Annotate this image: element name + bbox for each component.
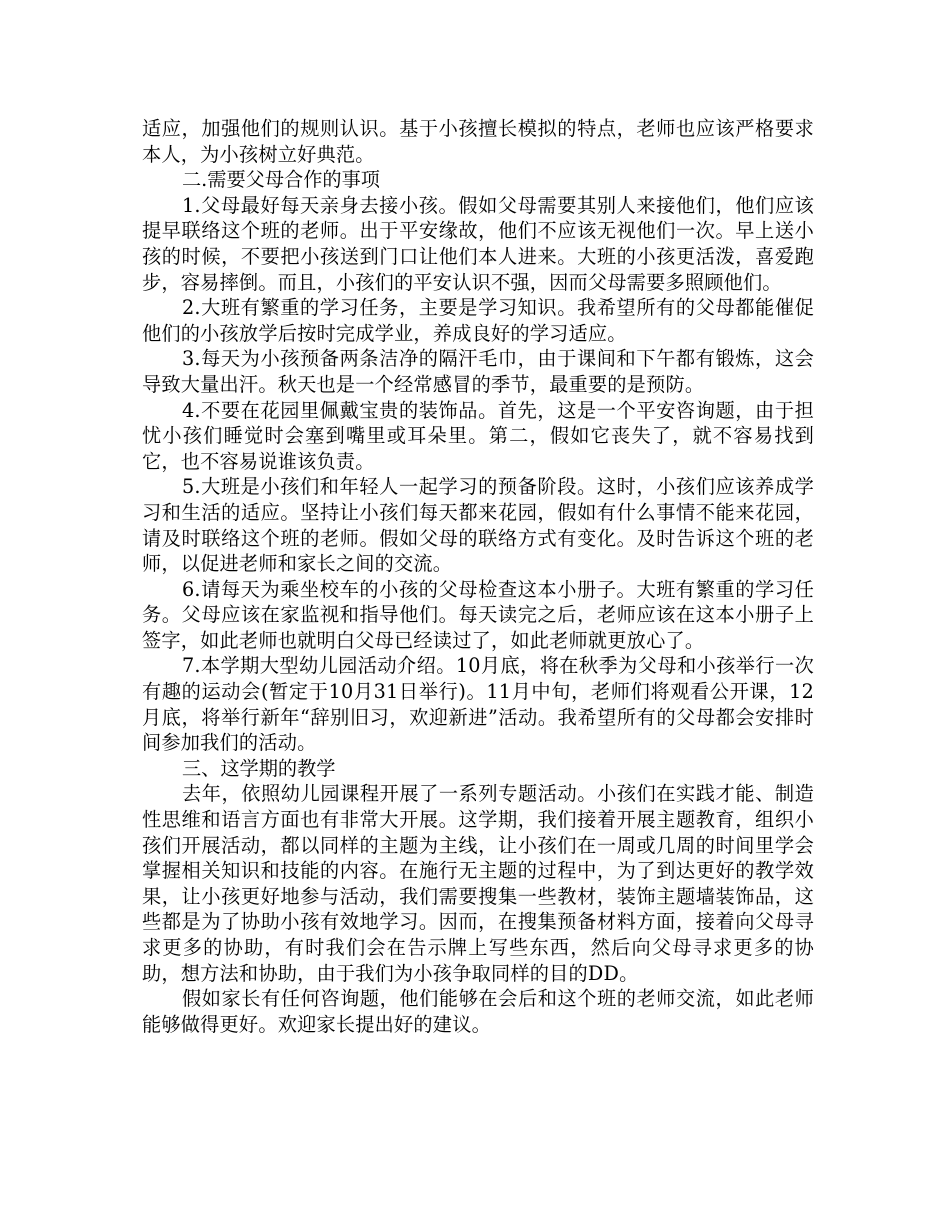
paragraph-item-7: 7.本学期大型幼儿园活动介绍。10月底，将在秋季为父母和小孩举行一次有趣的运动会(暂定于10月31日举行)。11月中旬，老师们将观看公开课，12月底，将举行新年“辞别旧习，欢迎新进”活动。我希望所有的父母都会安排时间参加我们的活动。 <box>142 654 814 755</box>
section-heading-teaching: 三、这学期的教学 <box>182 756 336 780</box>
paragraph-teaching: 去年，依照幼儿园课程开展了一系列专题活动。小孩们在实践才能、制造性思维和语言方面也有非常大开展。这学期，我们接着开展主题教育，组织小孩们开展活动，都以同样的主题为主线，让小孩们在一周或几周的时间里学会掌握相关知识和技能的内容。在施行无主题的过程中，为了到达更好的教学效果，让小孩更好地参与活动，我们需要搜集一些教材，装饰主题墙装饰品，这些都是为了协助小孩有效地学习。因而，在搜集预备材料方面，接着向父母寻求更多的协助，有时我们会在告示牌上写些东西，然后向父母寻求更多的协助，想方法和协助，由于我们为小孩争取同样的目的DD。 <box>142 782 814 985</box>
paragraph-item-5: 5.大班是小孩们和年轻人一起学习的预备阶段。这时，小孩们应该养成学习和生活的适应。坚持让小孩们每天都来花园，假如有什么事情不能来花园，请及时联络这个班的老师。假如父母的联络方式有变化。及时告诉这个班的老师，以促进老师和家长之间的交流。 <box>142 475 814 576</box>
paragraph-item-1: 1.父母最好每天亲身去接小孩。假如父母需要其别人来接他们，他们应该提早联络这个班的老师。出于平安缘故，他们不应该无视他们一次。早上送小孩的时候，不要把小孩送到门口让他们本人进来。大班的小孩更活泼，喜爱跑步，容易摔倒。而且，小孩们的平安认识不强，因而父母需要多照顾他们。 <box>142 193 814 294</box>
paragraph-item-2: 2.大班有繁重的学习任务，主要是学习知识。我希望所有的父母都能催促他们的小孩放学后按时完成学业，养成良好的学习适应。 <box>142 296 814 345</box>
paragraph-continuation: 适应，加强他们的规则认识。基于小孩擅长模拟的特点，老师也应该严格要求本人，为小孩树立好典范。 <box>142 117 814 166</box>
paragraph-item-3: 3.每天为小孩预备两条洁净的隔汗毛巾，由于课间和下午都有锻炼，这会导致大量出汗。秋天也是一个经常感冒的季节，最重要的是预防。 <box>142 347 814 396</box>
paragraph-item-6: 6.请每天为乘坐校车的小孩的父母检查这本小册子。大班有繁重的学习任务。父母应该在家监视和指导他们。每天读完之后，老师应该在这本小册子上签字，如此老师也就明白父母已经读过了，如此老师就更放心了。 <box>142 577 814 652</box>
paragraph-closing: 假如家长有任何咨询题，他们能够在会后和这个班的老师交流，如此老师能够做得更好。欢迎家长提出好的建议。 <box>142 987 814 1036</box>
paragraph-item-4: 4.不要在花园里佩戴宝贵的装饰品。首先，这是一个平安咨询题，由于担忧小孩们睡觉时会塞到嘴里或耳朵里。第二，假如它丧失了，就不容易找到它，也不容易说谁该负责。 <box>142 398 814 473</box>
document-page <box>142 116 814 1037</box>
section-heading-parent-cooperation: 二.需要父母合作的事项 <box>182 168 380 192</box>
